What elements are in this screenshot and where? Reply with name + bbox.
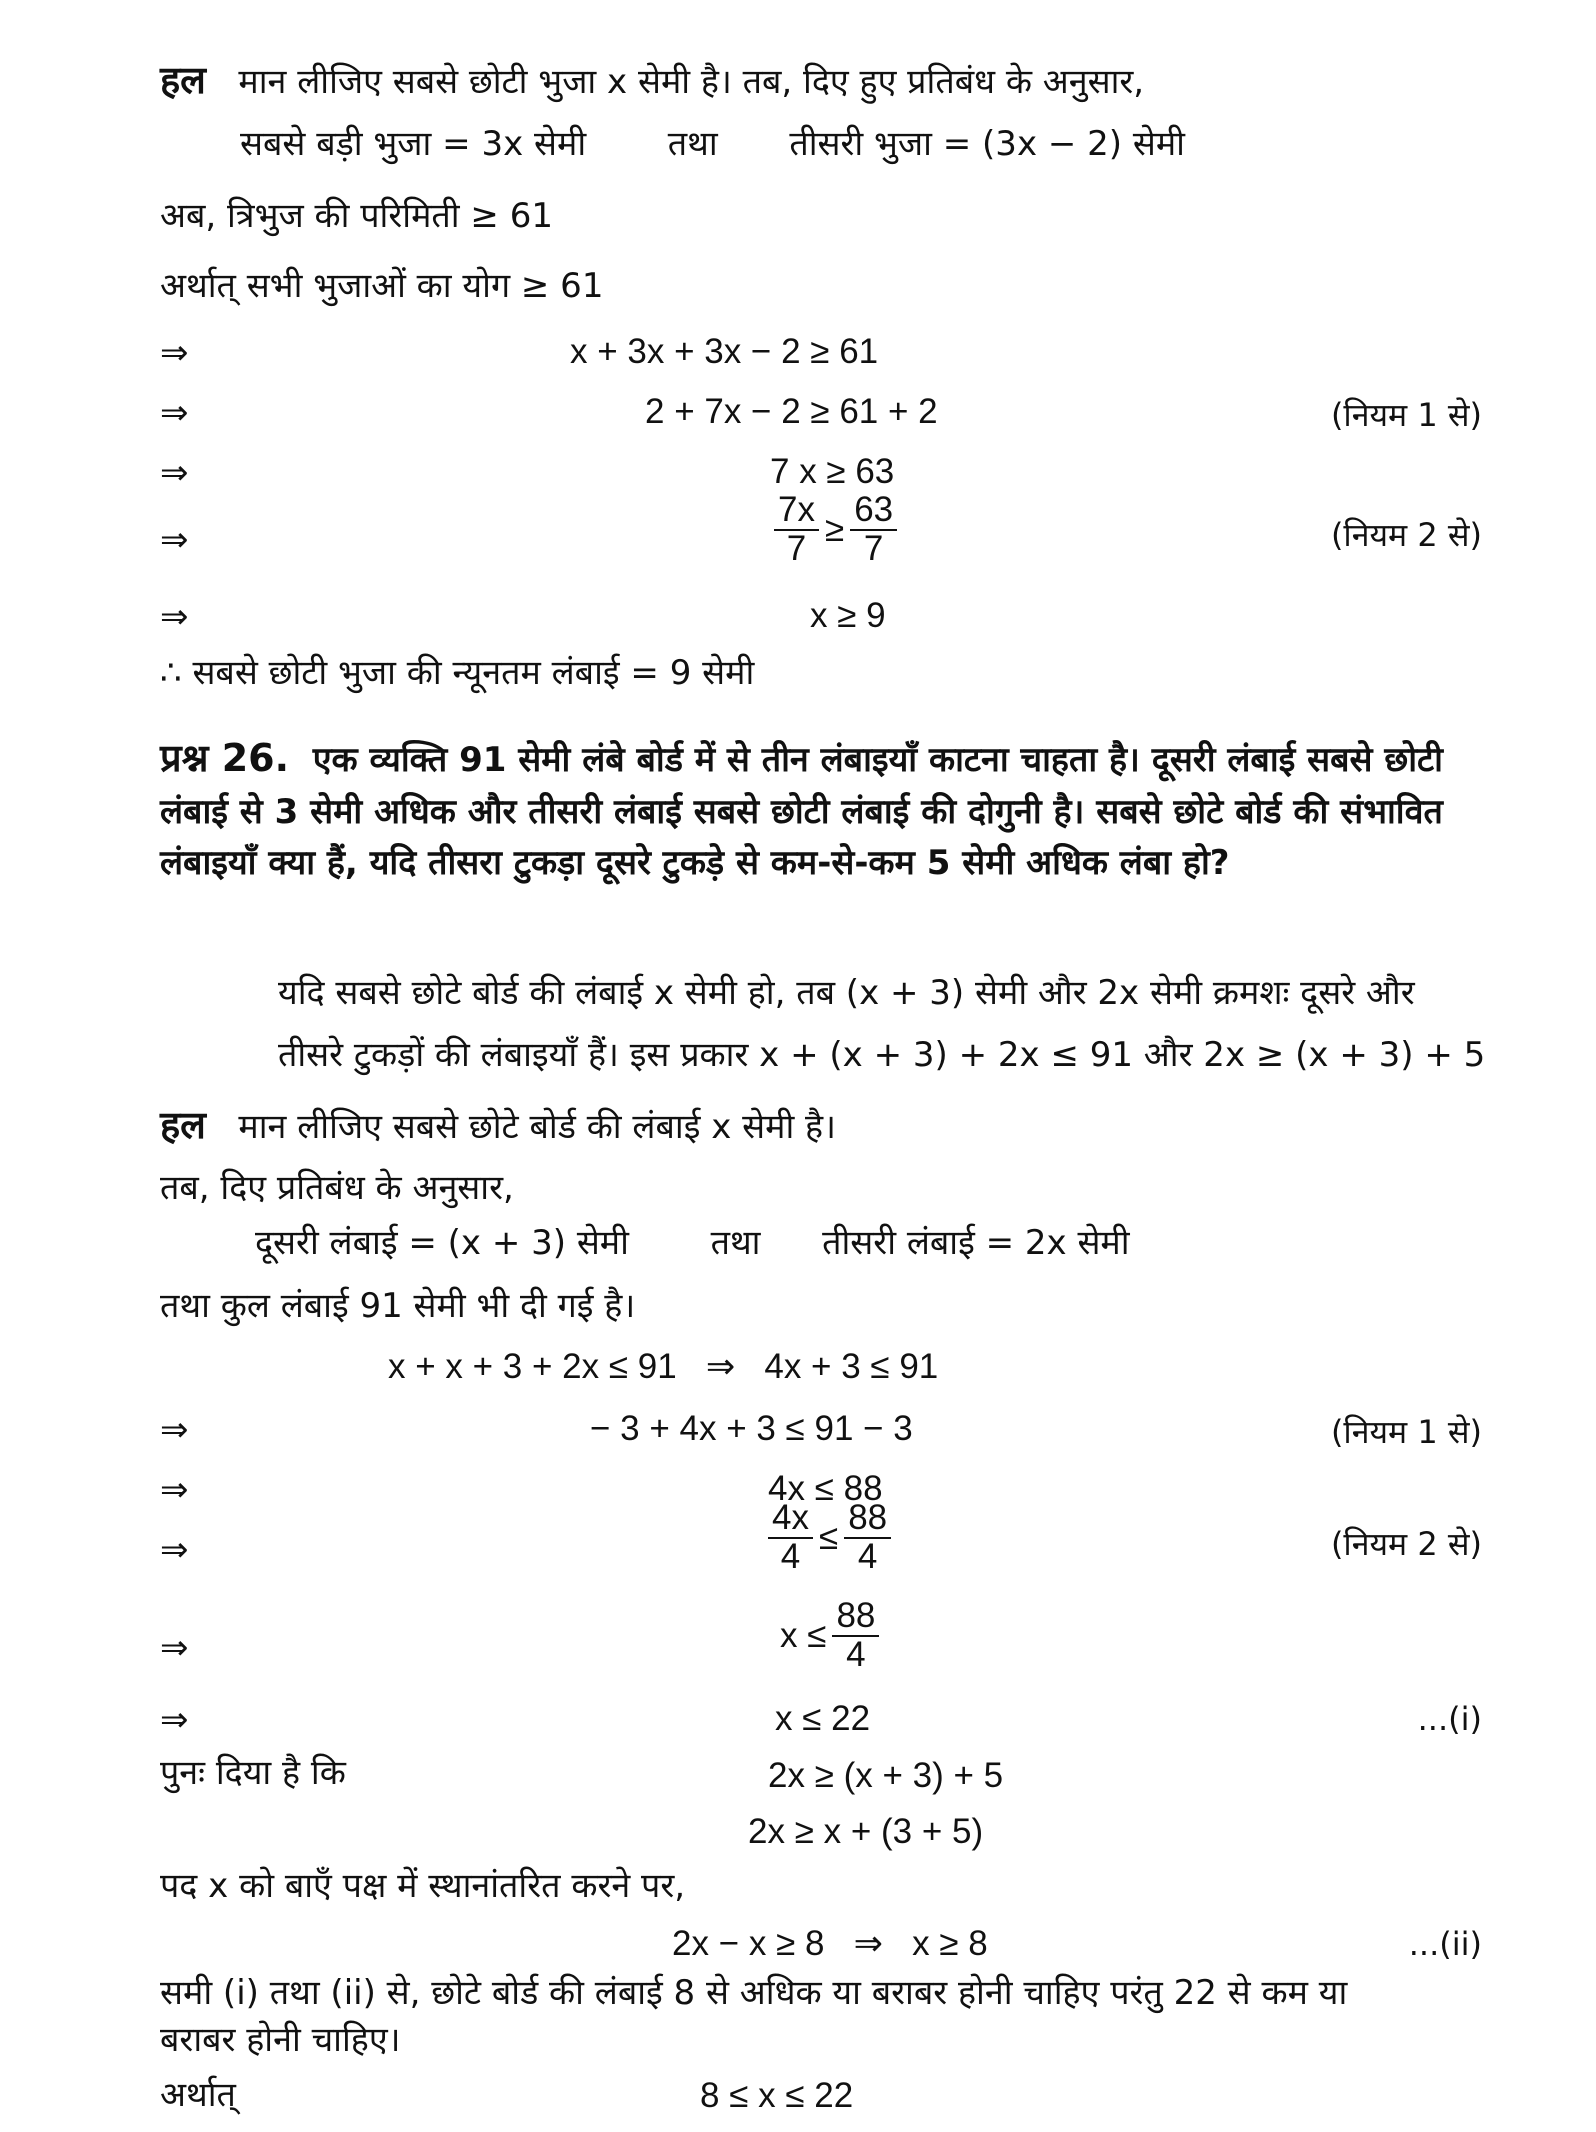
solution-1-intro: [160, 60, 1144, 102]
implies-arrow: ⇒: [160, 1530, 189, 1570]
solution-label: हल: [160, 1103, 206, 1147]
le-sign: ≤: [818, 1517, 839, 1557]
fraction-left: [774, 492, 819, 568]
numerator: 4x: [768, 1500, 813, 1539]
rule-reference: (नियम 2 से): [1330, 1525, 1482, 1563]
denominator: 4: [780, 1536, 801, 1576]
fraction-right: [850, 492, 897, 568]
implies-arrow: ⇒: [160, 1628, 189, 1668]
equation: x ≤ 22: [775, 1699, 871, 1738]
equation-tag: ...(i): [1417, 1700, 1482, 1738]
solution-intro-text: मान लीजिए सबसे छोटी भुजा x सेमी है। तब, दिए हुए प्रतिबंध के अनुसार,: [238, 62, 1145, 102]
fraction-right: [832, 1598, 879, 1674]
total-length-line: तथा कुल लंबाई 91 सेमी भी दी गई है।: [160, 1286, 636, 1326]
implies-arrow: ⇒: [160, 520, 189, 560]
solution-label: हल: [160, 58, 206, 102]
numerator: 7x: [774, 492, 819, 531]
tatha-word: तथा: [667, 124, 718, 164]
implies-arrow: ⇒: [160, 333, 189, 373]
rule-reference: (नियम 1 से): [1330, 1413, 1482, 1451]
conclusion: ∴ सबसे छोटी भुजा की न्यूनतम लंबाई = 9 सेमी: [160, 653, 755, 693]
denominator: 4: [857, 1536, 878, 1576]
solution-intro-text: मान लीजिए सबसे छोटे बोर्ड की लंबाई x सेमी है।: [238, 1107, 836, 1147]
ge-sign: ≥: [824, 509, 845, 549]
equation: x + x + 3 + 2x ≤ 91 ⇒ 4x + 3 ≤ 91: [388, 1347, 939, 1386]
hint-line-2: तीसरे टुकड़ों की लंबाइयाँ हैं। इस प्रकार x + (x + 3) + 2x ≤ 91 और 2x ≥ (x + 3) + 5: [278, 1035, 1486, 1075]
fraction-left: [768, 1500, 813, 1576]
denominator: 7: [786, 528, 807, 568]
fraction-inequality: [768, 492, 903, 568]
question-26: [160, 730, 1480, 889]
fraction-right: [844, 1500, 891, 1576]
sum-line: अर्थात् सभी भुजाओं का योग ≥ 61: [160, 266, 604, 306]
condition-line: तब, दिए प्रतिबंध के अनुसार,: [160, 1168, 514, 1208]
solution-2-intro: [160, 1105, 836, 1147]
equation: 2x − x ≥ 8 ⇒ x ≥ 8: [672, 1924, 988, 1963]
perimeter-line: अब, त्रिभुज की परिमिती ≥ 61: [160, 196, 553, 236]
conclusion-line-2: बराबर होनी चाहिए।: [160, 2020, 401, 2060]
implies-arrow: ⇒: [160, 1410, 189, 1450]
equation: − 3 + 4x + 3 ≤ 91 − 3: [590, 1409, 913, 1448]
implies-arrow: ⇒: [160, 1700, 189, 1740]
tatha-word: तथा: [710, 1223, 761, 1263]
question-label: प्रश्न 26.: [160, 736, 290, 780]
again-given: पुनः दिया है कि: [160, 1753, 346, 1793]
transpose-line: पद x को बाएँ पक्ष में स्थानांतरित करने पर,: [160, 1866, 686, 1906]
numerator: 63: [850, 492, 897, 531]
second-length: दूसरी लंबाई = (x + 3) सेमी: [255, 1223, 629, 1263]
implies-arrow: ⇒: [160, 597, 189, 637]
third-side: तीसरी भुजा = (3x − 2) सेमी: [789, 124, 1185, 164]
equation: 4x ≤ 88: [768, 1469, 883, 1508]
conclusion-line-1: समी (i) तथा (ii) से, छोटे बोर्ड की लंबाई 8 से अधिक या बराबर होनी चाहिए परंतु 22 से कम या: [160, 1973, 1348, 2013]
equation: 7 x ≥ 63: [770, 452, 895, 491]
rule-reference: (नियम 2 से): [1330, 516, 1482, 554]
equation: 2x ≥ x + (3 + 5): [748, 1812, 984, 1851]
hint-line-1: यदि सबसे छोटे बोर्ड की लंबाई x सेमी हो, तब (x + 3) सेमी और 2x सेमी क्रमशः दूसरे और: [278, 973, 1415, 1013]
equation: x + 3x + 3x − 2 ≥ 61: [570, 332, 879, 371]
third-length: तीसरी लंबाई = 2x सेमी: [822, 1223, 1130, 1263]
fraction-inequality: [762, 1500, 897, 1576]
implies-arrow: ⇒: [160, 393, 189, 433]
equation: 2 + 7x − 2 ≥ 61 + 2: [645, 392, 938, 431]
lengths-line: [255, 1225, 1130, 1262]
equation: x ≥ 9: [810, 596, 886, 635]
final-answer: 8 ≤ x ≤ 22: [700, 2076, 854, 2115]
sides-line: [240, 126, 1185, 163]
fraction-inequality: [780, 1598, 885, 1674]
question-text: एक व्यक्ति 91 सेमी लंबे बोर्ड में से तीन लंबाइयाँ काटना चाहता है। दूसरी लंबाई सबसे छोटी लंबाई से 3 सेमी अधिक और तीसरी लंबाई सबसे छोटी लंबाई की दोगुनी है। सबसे छोटे बोर्ड की संभावित लंबाइयाँ क्या हैं, यदि तीसरा टुकड़ा दूसरे टुकड़े से कम-से-कम 5 सेमी अधिक लंबा हो?: [160, 740, 1443, 883]
numerator: 88: [844, 1500, 891, 1539]
arthat-label: अर्थात्: [160, 2075, 236, 2115]
equation-tag: ...(ii): [1408, 1925, 1482, 1963]
x-le: x ≤: [780, 1615, 827, 1655]
denominator: 7: [863, 528, 884, 568]
denominator: 4: [846, 1634, 866, 1674]
implies-arrow: ⇒: [160, 453, 189, 493]
numerator: 88: [832, 1598, 879, 1637]
largest-side: सबसे बड़ी भुजा = 3x सेमी: [240, 124, 587, 164]
equation: 2x ≥ (x + 3) + 5: [768, 1756, 1004, 1795]
implies-arrow: ⇒: [160, 1470, 189, 1510]
rule-reference: (नियम 1 से): [1330, 396, 1482, 434]
